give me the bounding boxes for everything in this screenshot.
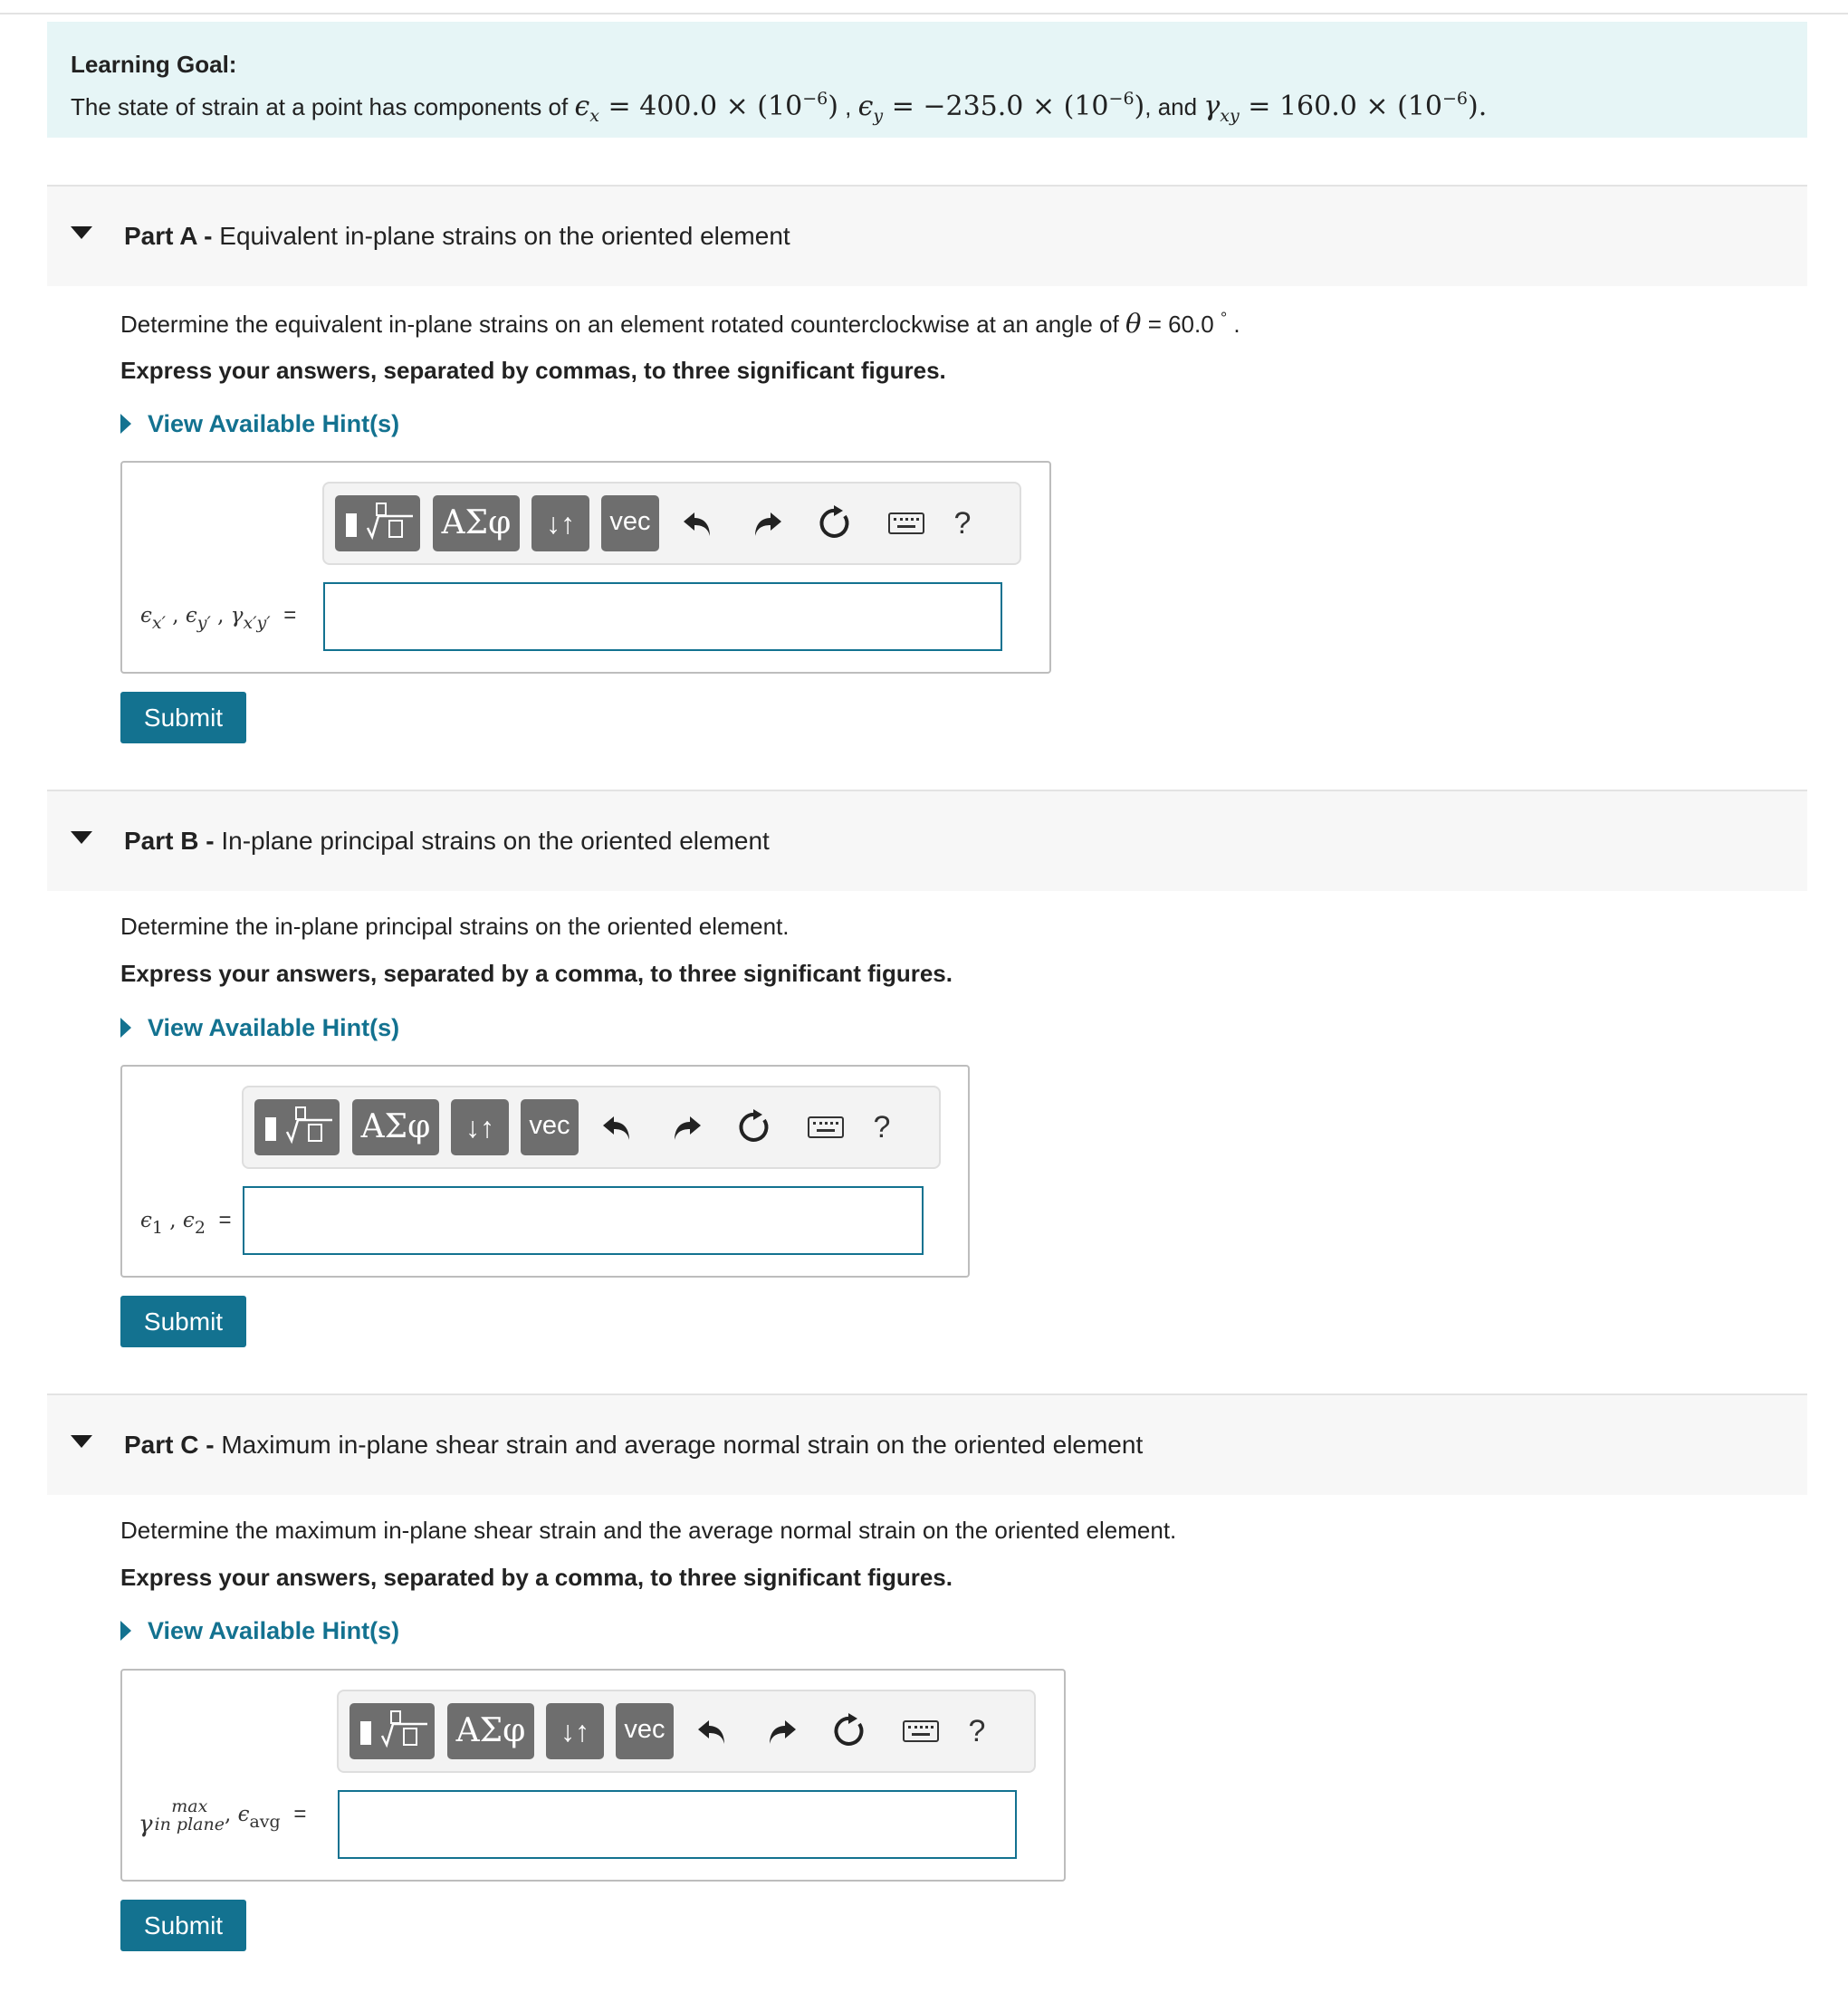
part-c-answer-label: γmax in plane, $\epsilon_{avg}$ = <box>139 1796 307 1838</box>
part-a-answer-box <box>120 461 1051 674</box>
redo-icon[interactable] <box>759 1703 804 1759</box>
part-a-answer-input[interactable] <box>323 582 1002 651</box>
redo-icon[interactable] <box>664 1099 709 1155</box>
part-b-header[interactable] <box>47 790 1807 891</box>
part-a-header[interactable] <box>47 185 1807 286</box>
vector-button[interactable]: vec <box>601 495 659 551</box>
part-b-prompt: Determine the in-plane principal strains on the oriented element. <box>120 913 790 940</box>
part-a-hint-toggle[interactable]: View Available Hint(s) <box>120 410 399 438</box>
help-button[interactable]: ? <box>968 1714 986 1748</box>
part-c-instruction: Express your answers, separated by a comma, to three significant figures. <box>120 1564 953 1591</box>
redo-icon[interactable] <box>744 495 790 551</box>
undo-icon[interactable] <box>595 1099 640 1155</box>
part-b-instruction: Express your answers, separated by a comma, to three significant figures. <box>120 960 953 987</box>
collapse-triangle-icon[interactable] <box>71 226 92 239</box>
learning-goal-title: Learning Goal: <box>71 51 237 78</box>
goal-text-prefix: The state of strain at a point has components of <box>71 93 575 120</box>
vector-button[interactable]: vec <box>521 1099 579 1155</box>
eps-x-expression: $\epsilon_x = 400.0 \times (10^{-6})$ <box>574 89 838 126</box>
part-c-answer-input[interactable] <box>338 1790 1017 1859</box>
undo-icon[interactable] <box>675 495 721 551</box>
undo-icon[interactable] <box>690 1703 735 1759</box>
expand-triangle-icon <box>120 1018 131 1038</box>
part-b-answer-label: $\epsilon_1$ , $\epsilon_2$ = <box>140 1208 232 1238</box>
collapse-triangle-icon[interactable] <box>71 831 92 844</box>
part-c-submit-button[interactable]: Submit <box>120 1900 246 1951</box>
sub-superscript-button[interactable]: ↓↑ <box>531 495 589 551</box>
part-b-answer-box <box>120 1065 970 1278</box>
top-divider <box>0 13 1848 14</box>
part-a-answer-label: $\epsilon_{x'}$ , $\epsilon_{y'}$ , $\gamma_{x'y'}$ = <box>140 603 297 633</box>
learning-goal <box>47 22 1807 138</box>
reset-icon[interactable] <box>828 1703 873 1759</box>
greek-symbols-button[interactable]: ΑΣφ <box>447 1703 534 1759</box>
templates-icon <box>254 1099 340 1155</box>
greek-symbols-button[interactable]: ΑΣφ <box>433 495 520 551</box>
part-a-prompt: Determine the equivalent in-plane strains on an element rotated counterclockwise at an angle of θ = 60.0 ° . <box>120 308 1240 339</box>
templates-icon <box>335 495 420 551</box>
part-a-submit-button[interactable]: Submit <box>120 692 246 743</box>
part-c-prompt: Determine the maximum in-plane shear strain and the average normal strain on the oriented element. <box>120 1517 1177 1544</box>
sub-superscript-button[interactable]: ↓↑ <box>546 1703 604 1759</box>
keyboard-icon[interactable] <box>898 1703 943 1759</box>
part-c-hint-toggle[interactable]: View Available Hint(s) <box>120 1617 399 1645</box>
part-b-submit-button[interactable]: Submit <box>120 1296 246 1347</box>
part-b-title: Part B - In-plane principal strains on the oriented element <box>124 827 770 855</box>
templates-button[interactable] <box>335 495 420 551</box>
gamma-xy-expression: $\gamma_{xy} = 160.0 \times (10^{-6})$. <box>1203 89 1488 126</box>
part-c-title: Part C - Maximum in-plane shear strain and average normal strain on the oriented element <box>124 1431 1144 1459</box>
eps-y-expression: $\epsilon_y = -235.0 \times (10^{-6})$ <box>857 89 1145 126</box>
expand-triangle-icon <box>120 1621 131 1641</box>
math-toolbar <box>337 1690 1036 1773</box>
part-c-header[interactable] <box>47 1393 1807 1495</box>
templates-button[interactable] <box>349 1703 435 1759</box>
math-toolbar <box>242 1086 941 1169</box>
reset-icon[interactable] <box>732 1099 778 1155</box>
templates-button[interactable] <box>254 1099 340 1155</box>
math-toolbar <box>322 482 1021 565</box>
keyboard-icon[interactable] <box>803 1099 848 1155</box>
keyboard-icon[interactable] <box>884 495 929 551</box>
learning-goal-text: The state of strain at a point has components of $\epsilon_x = 400.0 \times (10^{-6})$ , $\epsilon_y = -235.0 \times (10^{-6})$, and $\gamma_{xy} = 160.0 \times (10^{-6})$. <box>71 89 1488 126</box>
vector-button[interactable]: vec <box>616 1703 674 1759</box>
greek-symbols-button[interactable]: ΑΣφ <box>352 1099 439 1155</box>
expand-triangle-icon <box>120 414 131 434</box>
part-b-answer-input[interactable] <box>243 1186 924 1255</box>
help-button[interactable]: ? <box>873 1110 891 1144</box>
part-a-title: Part A - Equivalent in-plane strains on the oriented element <box>124 222 790 250</box>
collapse-triangle-icon[interactable] <box>71 1435 92 1448</box>
goal-and: and <box>1157 93 1198 120</box>
part-b-hint-toggle[interactable]: View Available Hint(s) <box>120 1014 399 1042</box>
reset-icon[interactable] <box>813 495 858 551</box>
part-a-instruction: Express your answers, separated by commas, to three significant figures. <box>120 357 946 384</box>
sub-superscript-button[interactable]: ↓↑ <box>451 1099 509 1155</box>
part-c-answer-box <box>120 1669 1066 1882</box>
templates-icon <box>349 1703 435 1759</box>
help-button[interactable]: ? <box>953 506 972 541</box>
